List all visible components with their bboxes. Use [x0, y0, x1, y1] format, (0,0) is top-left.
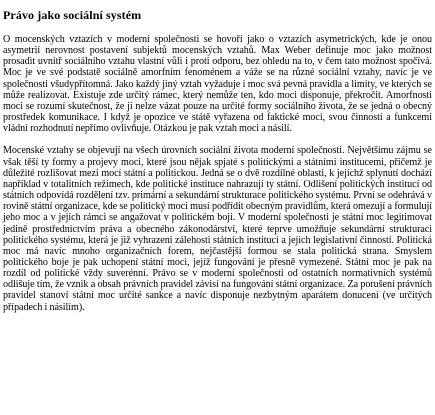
paragraph-power-relations: O mocenských vztazích v moderní společnosti se hovoří jako o vztazích asymetrických, kde je onou asymetrií nerovnost postavení subjektů mocenských vztahů. Max Weber definuje moc jako možnost prosadit uvnitř sociálního vztahu vlastní vůli i proti odporu, bez ohledu na to, v čem tato možnost spočívá. Moc je ve své podstatě sociálně amorfním fenoménem a váže se na různé sociální vztahy, navíc je ve společnosti všudypřítomná. Jako každý jiný vztah vyžaduje i moc svá pevná pravidla a limity, ve kterých se může realizovat. Existuje zde určitý rámec, který nemůže ten, kdo moci disponuje, překročit. Amorfnosti moci se rozumí skutečnost, že ji nelze vázat pouze na určité formy sociálního života, že se jedná o obecný prostředek komunikace. I když je opozice ve státě vyřazena od faktické moci, svou činností a funkcemi vládní rozhodnutí nepřímo ovlivňuje. Otázkou je pak vztah moci a násilí. — [3, 34, 432, 135]
paragraph-state-and-political-power: Mocenské vztahy se objevují na všech úrovních sociální života moderní společnosti. Největšímu zájmu se však těší ty formy a projevy moci, které jsou nějak spjaté s politickými a státními institucemi, přičemž je důležité rozlišovat mezi mocí státní a politickou. Jedná se o dvě rozdílné oblasti, k jejichž splynutí dochází například v totalitních režimech, kde politické instituce nahrazují ty státní. Odlišení politických institucí od státních odpovídá rozdělení tzv. primární a sekundární strukturace politického systému. První se odehrává v rovině státní organizace, kde se politický moci musí podřídit obecným pravidlům, která omezují a formulují jeho moc a v jejích rámci se angažovat v politickém boji. V moderní společnosti je státní moc legitimovat jedině prostřednictvím práva a obecného zákonodárství, které teprve umožňuje sekundární strukturaci politického systému, která je již vyhrazeni zálehosti státních institucí a jejich legislativní činností. Politická moc má navíc mnoho organizačních forem, nejčastější formou se stala politická strana. Smyslem politického boje je pak uchopení státní moci, jejíž fungování je přesně vymezené. Státní moc je pak na rozdíl od politické vždy suverénní. Právo se v moderní společnosti od ostatních normativních systémů odlišuje tím, že vznik a obsah právních pravidel závisí na fungování státní organizace. Za porušení právních pravidel stanoví státní moc určité sankce a navíc disponuje nezbytným aparátem donucení (ve určitých případech i násilím). — [3, 145, 432, 313]
document-title: Právo jako sociální systém — [3, 8, 142, 22]
document-page — [3, 8, 432, 324]
